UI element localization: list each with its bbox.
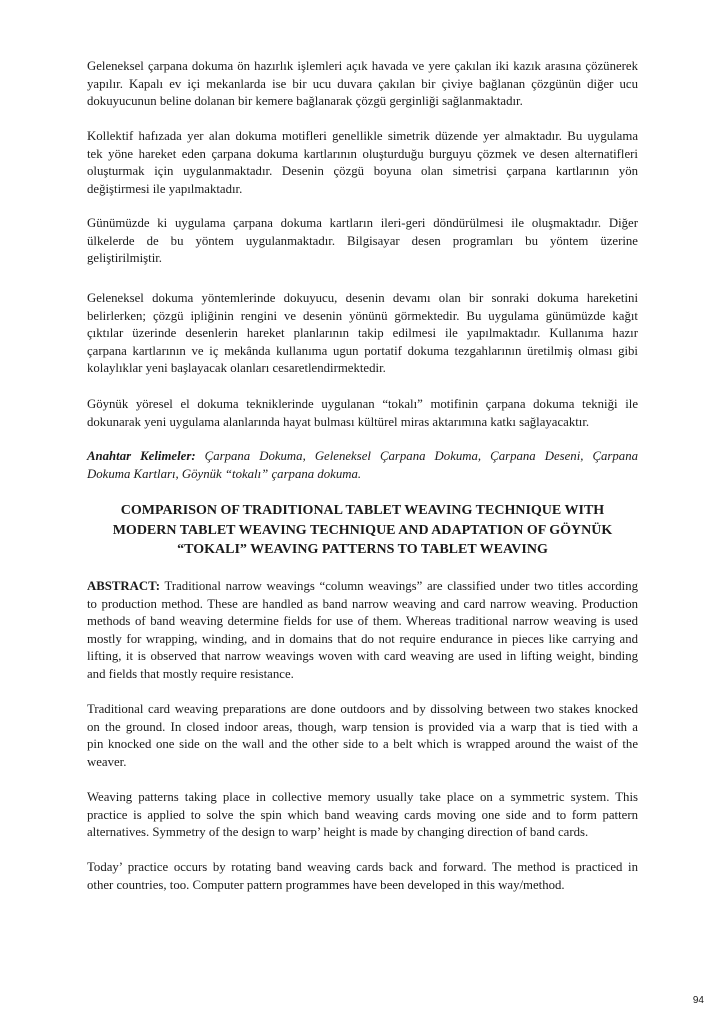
text-line: çarpana kartlarının ve iç mekânda kullanıma ugun portatif dokuma tezgahlarının üretilmiş olması gibi: [87, 343, 638, 358]
text-line: geliştirilmiştir.: [87, 251, 163, 266]
abstract-label: ABSTRACT:: [87, 579, 161, 593]
keywords-line-1: [87, 448, 638, 466]
text-line: dokunarak yeni uygulama alanlarında hayat bulması kültürel miras aktarımına katkı sağlayacaktır.: [87, 414, 590, 429]
text-line: on the ground. In closed indoor areas, though, warp tension is provided via a warp that is tied with a: [87, 719, 638, 734]
paragraph-tr-2: [87, 128, 638, 198]
text-line: Geleneksel çarpana dokuma ön hazırlık işlemleri açık havada ve yere çakılan iki kazık arasına çözünerek: [87, 59, 638, 73]
paragraph-en-1: [87, 701, 638, 771]
text-line: Göynük yöresel el dokuma tekniklerinde uygulanan “tokalı” motifinin çarpana dokuma tekniği ile: [87, 397, 638, 411]
text-line: mostly for wrapping, winding, and in domains that do not require endurance in pieces like carrying and: [87, 631, 638, 646]
text-line: to production method. These are handled as band narrow weaving and card narrow weaving. Production: [87, 596, 638, 611]
text-line: pin knocked one side on the wall and the other side to a belt which is wrapped around the waist of the: [87, 737, 638, 752]
keywords-label: Anahtar Kelimeler:: [87, 449, 196, 463]
paragraph-tr-5: [87, 396, 638, 431]
text-line: lifting, it is observed that narrow weavings woven with card weaving are used in lifting weight, binding: [87, 649, 638, 664]
text-line: tek yöne hareket eden çarpana dokuma kartlarının oluşturduğu burguyu çözmek ve desen alternatifleri: [87, 146, 638, 161]
page-number: 94: [692, 995, 704, 1006]
paragraph-en-2: [87, 789, 638, 842]
text-line: ülkelerde de bu yöntem uygulanmaktadır. Bilgisayar desen programları bu yöntem üzerine: [87, 233, 638, 248]
text-line: belirlerken; çözgü ipliğinin rengini ve desenin yönünü görmektedir. Bu uygulama günümüzde kağıt: [87, 308, 638, 323]
text-line: oluşturmak için uygulanmaktadır. Desenin çözgü boyuna olan simetrisi çarpana kartlarının yön: [87, 164, 638, 179]
abstract-line-1: [87, 578, 638, 596]
text-line: methods of band weaving determine fields for use of them. Whereas traditional narrow weaving is used: [87, 614, 638, 629]
paragraph-tr-4: [87, 290, 638, 378]
text-line: Weaving patterns taking place in collective memory usually take place on a symmetric system. This: [87, 790, 638, 804]
text-line: Traditional card weaving preparations are done outdoors and by dissolving between two stakes knocked: [87, 702, 638, 716]
text-line: alternatives. Symmetry of the design to warp’ height is made by changing direction of band cards.: [87, 825, 589, 840]
text-line: Today’ practice occurs by rotating band weaving cards back and forward. The method is practiced in: [87, 860, 638, 874]
english-title: [87, 501, 638, 560]
text-line: weaver.: [87, 754, 127, 769]
keywords-line-2: Dokuma Kartları, Göynük “tokalı” çarpana dokuma.: [87, 466, 362, 481]
title-line: MODERN TABLET WEAVING TECHNIQUE AND ADAPTATION OF GÖYNÜK: [112, 522, 613, 538]
text-line: çıktılar üzerinde desenlerin hareket planlarının takip edilmesi ile yapılmaktadır. Kullanıma hazır: [87, 326, 638, 341]
text-line: and fields that mostly require resistance.: [87, 666, 294, 681]
text-line: Günümüzde ki uygulama çarpana dokuma kartların ileri-geri döndürülmesi ile oluşmaktadır. Diğer: [87, 216, 638, 230]
text-line: yapılır. Kapalı ev içi mekanlarda ise bir ucu duvara çakılan bir çiviye bağlanan çözgünün diğer ucu: [87, 76, 638, 91]
text-line: kolaylıklar yeni başlayacak olanları cesaretlendirmektedir.: [87, 361, 386, 376]
keywords: [87, 448, 638, 483]
text-line: değiştirmesi ile yapılmaktadır.: [87, 181, 243, 196]
title-line: “TOKALI” WEAVING PATTERNS TO TABLET WEAVING: [177, 542, 548, 557]
abstract: [87, 578, 638, 684]
keywords-text: Çarpana Dokuma, Geleneksel Çarpana Dokuma, Çarpana Deseni, Çarpana: [204, 449, 639, 463]
paragraph-tr-1: [87, 58, 638, 111]
text-line: Geleneksel dokuma yöntemlerinde dokuyucu, desenin devamı olan bir sonraki dokuma hareketini: [87, 291, 638, 305]
paragraph-en-3: [87, 859, 638, 894]
title-line: COMPARISON OF TRADITIONAL TABLET WEAVING TECHNIQUE WITH: [120, 503, 605, 518]
text-line: Kollektif hafızada yer alan dokuma motifleri genellikle simetrik düzende yer almaktadır. Bu uygulama: [87, 129, 638, 143]
text-line: practice is applied to solve the spin which band weaving cards moving one side and to form pattern: [87, 807, 638, 822]
text-line: dokuyucunun beline dolanan bir kemere bağlanarak çözgü gerginliği sağlanmaktadır.: [87, 94, 523, 109]
text-line: other countries, too. Computer pattern programmes have been developed in this way/method.: [87, 877, 565, 892]
abstract-text: Traditional narrow weavings “column weavings” are classified under two titles according: [164, 579, 638, 593]
paragraph-tr-3: [87, 215, 638, 268]
